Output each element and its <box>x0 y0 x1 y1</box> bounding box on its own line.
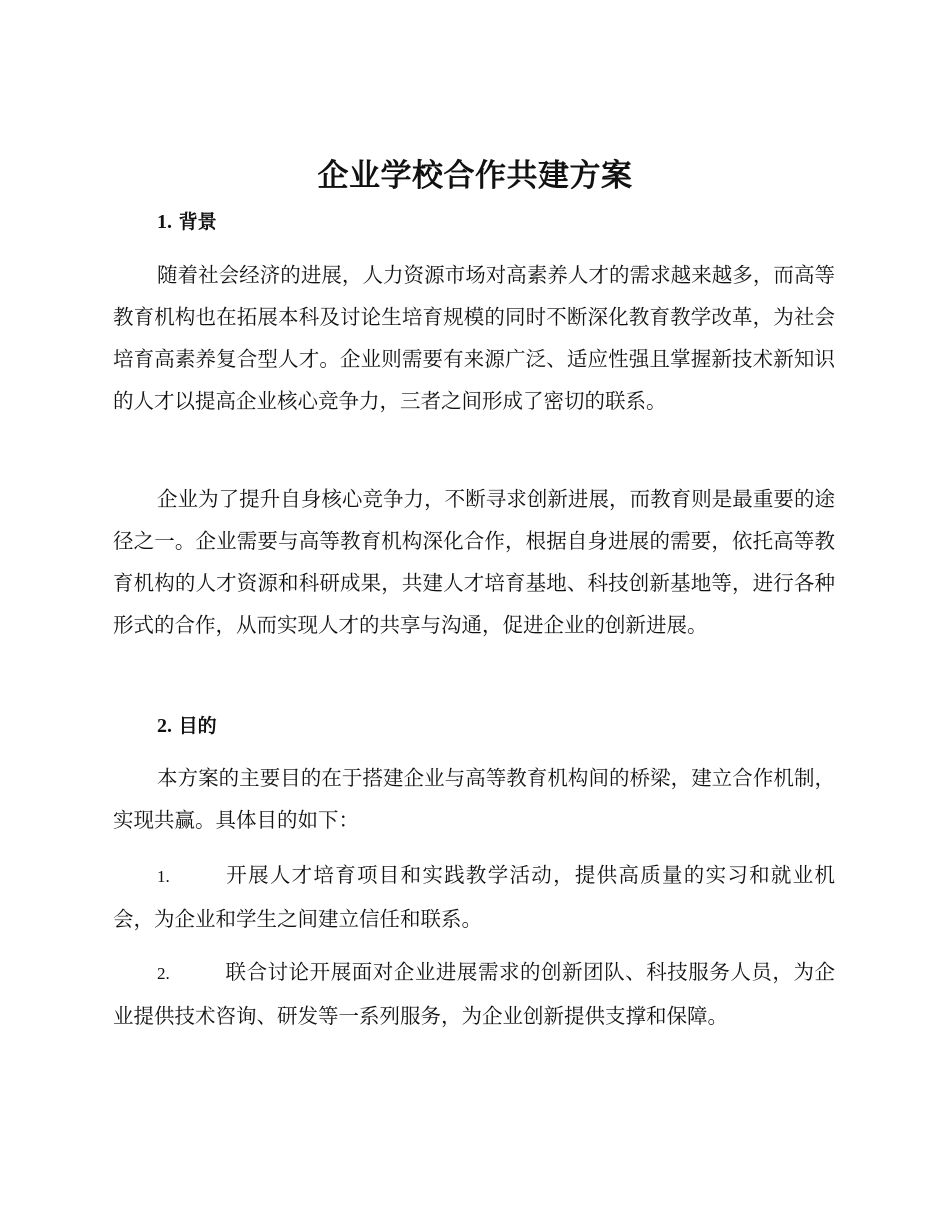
list-item-marker: 2. <box>157 964 170 983</box>
document-title: 企业学校合作共建方案 <box>317 158 633 194</box>
section-title: 目的 <box>178 715 217 737</box>
list-item-text: 开展人才培育项目和实践教学活动，提供高质量的实习和就业机会，为企业和学生之间建立信任和联系。 <box>113 863 835 931</box>
paragraph: 企业为了提升自身核心竞争力，不断寻求创新进展，而教育则是最重要的途径之一。企业需要与高等教育机构深化合作，根据自身进展的需要，依托高等教育机构的人才资源和科研成果，共建人才培育基地、科技创新基地等，进行各种形式的合作，从而实现人才的共享与沟通，促进企业的创新进展。 <box>113 487 835 637</box>
list-item-marker: 1. <box>157 867 170 886</box>
section-title: 背景 <box>178 211 217 233</box>
paragraph: 随着社会经济的进展，人力资源市场对高素养人才的需求越来越多，而高等教育机构也在拓展本科及讨论生培育规模的同时不断深化教育教学改革，为社会培育高素养复合型人才。企业则需要有来源广泛、适应性强且掌握新技术新知识的人才以提高企业核心竞争力，三者之间形成了密切的联系。 <box>113 263 835 413</box>
section-number: 2. <box>157 715 172 737</box>
list-item-text: 联合讨论开展面对企业进展需求的创新团队、科技服务人员，为企业提供技术咨询、研发等一系列服务，为企业创新提供支撑和保障。 <box>113 960 835 1028</box>
list-item <box>113 951 835 1037</box>
list-item <box>113 854 835 940</box>
section-heading-purpose <box>157 711 217 738</box>
paragraph: 本方案的主要目的在于搭建企业与高等教育机构间的桥梁，建立合作机制，实现共赢。具体目的如下： <box>113 766 835 832</box>
section-heading-background <box>157 207 217 234</box>
section-number: 1. <box>157 211 172 233</box>
